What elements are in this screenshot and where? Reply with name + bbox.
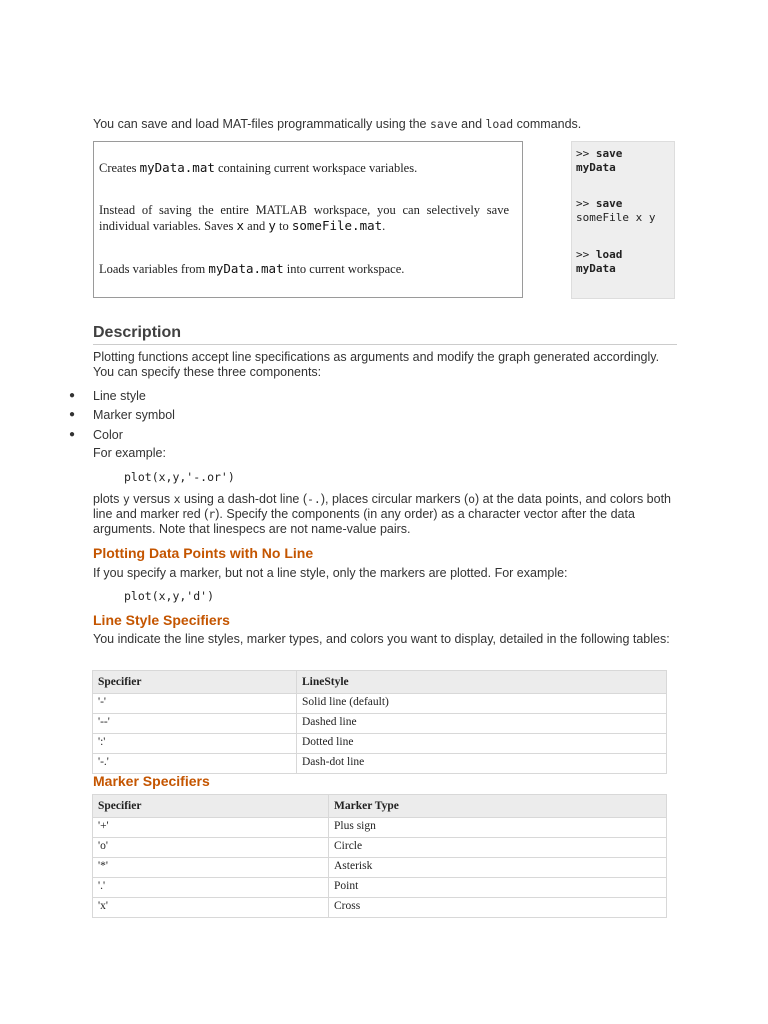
text: plots: [93, 492, 123, 506]
prompt: >>: [576, 147, 596, 160]
selective-save-description: [99, 202, 509, 234]
column-header: Marker Type: [329, 795, 667, 818]
text: to: [275, 219, 292, 233]
bullet-icon: ●: [69, 429, 76, 440]
table-row: [93, 878, 667, 898]
save-command-link[interactable]: save: [429, 117, 458, 131]
heading-divider: [93, 344, 677, 345]
code-token: x: [173, 492, 181, 506]
code-token: myData.mat: [208, 261, 284, 276]
specifier-cell: '+': [93, 818, 329, 838]
specifier-cell: '-.': [93, 754, 297, 774]
description-heading: Description: [93, 324, 182, 341]
text: Loads variables from: [99, 262, 209, 276]
linestyle-cell: Dotted line: [297, 734, 667, 754]
table-header-row: [93, 671, 667, 694]
marker-table: [92, 794, 667, 918]
code-plot-diamond: plot(x,y,'d'): [124, 589, 215, 603]
bullet-line-style: Line style: [93, 389, 146, 403]
for-example-label: For example:: [93, 446, 166, 460]
line-style-table: [92, 670, 667, 774]
code-save-somefile: [576, 197, 674, 225]
plots-paragraph: [93, 492, 673, 537]
table-row: [93, 818, 667, 838]
table-row: [93, 734, 667, 754]
save-description: [99, 160, 509, 176]
prompt: >>: [576, 248, 596, 261]
command: save: [595, 147, 623, 160]
prompt: >>: [576, 197, 596, 210]
no-line-heading: Plotting Data Points with No Line: [93, 545, 314, 561]
text: into current workspace.: [283, 262, 405, 276]
code-token: o: [468, 492, 476, 506]
command: load: [595, 248, 623, 261]
text: Instead of saving the entire MATLAB workspace, you can selectively save individual variables. Saves: [99, 203, 509, 233]
bullet-icon: ●: [69, 409, 76, 420]
text: versus: [129, 492, 174, 506]
code-load-mydata: [576, 248, 674, 276]
code-plot-dashdot: plot(x,y,'-.or'): [124, 470, 235, 484]
code-example-box: [571, 141, 675, 299]
linestyle-cell: Dashed line: [297, 714, 667, 734]
marker-type-cell: Cross: [329, 898, 667, 918]
text: using a dash-dot line (: [180, 492, 307, 506]
argument: someFile x y: [576, 211, 656, 224]
text: ) at the data points, and colors both line and marker red (: [93, 492, 672, 521]
load-description: [99, 261, 509, 277]
load-command-link[interactable]: load: [485, 117, 514, 131]
line-style-heading: Line Style Specifiers: [93, 612, 230, 628]
table-row: [93, 858, 667, 878]
linestyle-cell: Solid line (default): [297, 694, 667, 714]
text: Creates: [99, 161, 140, 175]
column-header: LineStyle: [297, 671, 667, 694]
code-token: y: [122, 492, 130, 506]
code-token: -.: [307, 492, 321, 506]
specifier-cell: '*': [93, 858, 329, 878]
specifier-cell: ':': [93, 734, 297, 754]
code-token: x: [236, 218, 245, 233]
table-row: [93, 694, 667, 714]
text: ), places circular markers (: [320, 492, 469, 506]
specifier-cell: '-': [93, 694, 297, 714]
marker-type-cell: Plus sign: [329, 818, 667, 838]
description-paragraph: Plotting functions accept line specifications as arguments and modify the graph generated accordingly. You can specify these three components:: [93, 350, 660, 379]
table-row: [93, 898, 667, 918]
no-line-paragraph: If you specify a marker, but not a line style, only the markers are plotted. For example:: [93, 566, 568, 580]
argument: myData: [576, 262, 616, 275]
code-token: someFile.mat: [291, 218, 383, 233]
table-row: [93, 714, 667, 734]
bullet-icon: ●: [69, 390, 76, 401]
table-header-row: [93, 795, 667, 818]
column-header: Specifier: [93, 795, 329, 818]
table-row: [93, 754, 667, 774]
text: ). Specify the components (in any order) as a character vector after the data arguments. Note that linespecs are not name-value pairs.: [93, 507, 635, 536]
code-token: myData.mat: [139, 160, 215, 175]
bullet-marker-symbol: Marker symbol: [93, 408, 175, 422]
linestyle-cell: Dash-dot line: [297, 754, 667, 774]
text: containing current workspace variables.: [214, 161, 418, 175]
intro-paragraph: [93, 116, 693, 132]
argument: myData: [576, 161, 616, 174]
line-style-paragraph: You indicate the line styles, marker types, and colors you want to display, detailed in the following tables:: [93, 632, 670, 646]
marker-heading: Marker Specifiers: [93, 773, 210, 789]
marker-type-cell: Asterisk: [329, 858, 667, 878]
command-description-box: [93, 141, 523, 298]
table-row: [93, 838, 667, 858]
specifier-cell: 'x': [93, 898, 329, 918]
marker-type-cell: Circle: [329, 838, 667, 858]
text: .: [382, 219, 386, 233]
specifier-cell: '.': [93, 878, 329, 898]
text: and: [244, 219, 269, 233]
code-token: r: [208, 507, 216, 521]
command: save: [595, 197, 623, 210]
marker-type-cell: Point: [329, 878, 667, 898]
specifier-cell: '--': [93, 714, 297, 734]
intro-text: commands.: [513, 117, 582, 131]
code-save-mydata: [576, 147, 674, 175]
column-header: Specifier: [93, 671, 297, 694]
specifier-cell: 'o': [93, 838, 329, 858]
intro-text: You can save and load MAT-files programmatically using the: [93, 117, 430, 131]
intro-text: and: [457, 117, 486, 131]
bullet-color: Color: [93, 428, 123, 442]
code-token: y: [268, 218, 276, 233]
